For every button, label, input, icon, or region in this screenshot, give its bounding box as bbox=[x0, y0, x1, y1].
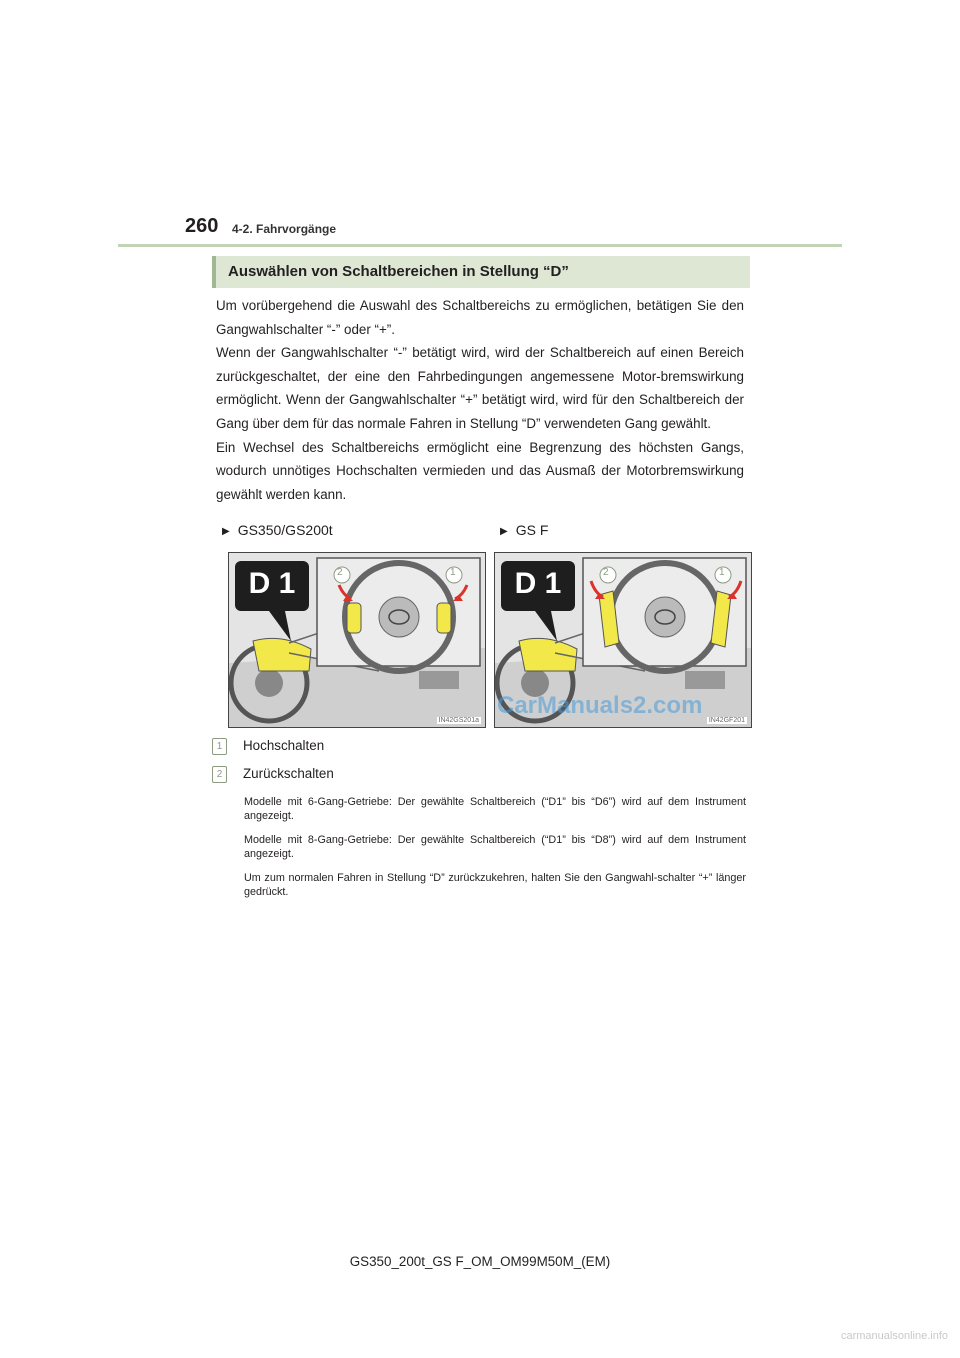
callout-1: 1 bbox=[719, 567, 725, 578]
gear-display: D 1 bbox=[248, 567, 296, 600]
legend-text: Zurückschalten bbox=[243, 766, 334, 781]
note-1: Modelle mit 6-Gang-Getriebe: Der gewählte Schaltbereich (“D1” bis “D6”) wird auf dem Instrument angezeigt. bbox=[244, 796, 746, 822]
figure-watermark: CarManuals2.com bbox=[497, 692, 703, 719]
page-number: 260 bbox=[185, 215, 219, 237]
note-2: Modelle mit 8-Gang-Getriebe: Der gewählte Schaltbereich (“D1” bis “D8”) wird auf dem Instrument angezeigt. bbox=[244, 834, 746, 860]
gear-display: D 1 bbox=[514, 567, 562, 600]
footer: GS350_200t_GS F_OM_OM99M50M_(EM) bbox=[349, 1254, 611, 1269]
legend-item-2 bbox=[212, 766, 334, 783]
callout-2: 2 bbox=[337, 567, 343, 578]
section-title: Auswählen von Schaltbereichen in Stellung “D” bbox=[212, 256, 750, 288]
legend-number: 2 bbox=[212, 766, 227, 783]
legend-text: Hochschalten bbox=[243, 738, 325, 753]
figure-label-gs350: ▶ GS350/GS200t bbox=[222, 522, 333, 538]
figure-label-gsf: ▶ GS F bbox=[500, 522, 549, 538]
figure-code: IN42GS201a bbox=[438, 717, 479, 724]
body-text bbox=[216, 294, 744, 506]
paragraph-3: Ein Wechsel des Schaltbereichs ermöglicht eine Begrenzung des höchsten Gangs, wodurch unnötiges Hochschalten vermieden und das Ausmaß der Motorbremswirkung gewählt werden kann. bbox=[216, 439, 744, 502]
page-watermark: carmanualsonline.info bbox=[840, 1330, 948, 1342]
callout-2: 2 bbox=[603, 567, 609, 578]
paragraph-1: Um vorübergehend die Auswahl des Schaltbereichs zu ermöglichen, betätigen Sie den Gangwahlschalter “-” oder “+”. bbox=[216, 298, 744, 337]
figure-code: IN42GF201 bbox=[708, 717, 745, 724]
triangle-bullet-icon: ▶ bbox=[500, 526, 508, 537]
header-rule bbox=[118, 244, 842, 247]
legend-item-1 bbox=[212, 738, 324, 755]
notes bbox=[244, 795, 746, 909]
paragraph-2: Wenn der Gangwahlschalter “-” betätigt wird, wird der Schaltbereich auf einen Bereich zurückgeschaltet, der eine den Fahrbedingungen angemessene Motor-bremswirkung ermöglicht. Wenn der Gangwahlschalter “+” betätigt wird, wird für den Schaltbereich der Gang über dem für das normale Fahren in Stellung “D” verwendeten Gang gewählt. bbox=[216, 345, 744, 431]
figure-gs350 bbox=[228, 552, 486, 728]
legend-number: 1 bbox=[212, 738, 227, 755]
triangle-bullet-icon: ▶ bbox=[222, 526, 230, 537]
note-3: Um zum normalen Fahren in Stellung “D” zurückzukehren, halten Sie den Gangwahl-schalter “+” länger gedrückt. bbox=[244, 872, 746, 898]
callout-1: 1 bbox=[450, 567, 456, 578]
section-label: 4-2. Fahrvorgänge bbox=[232, 222, 337, 236]
